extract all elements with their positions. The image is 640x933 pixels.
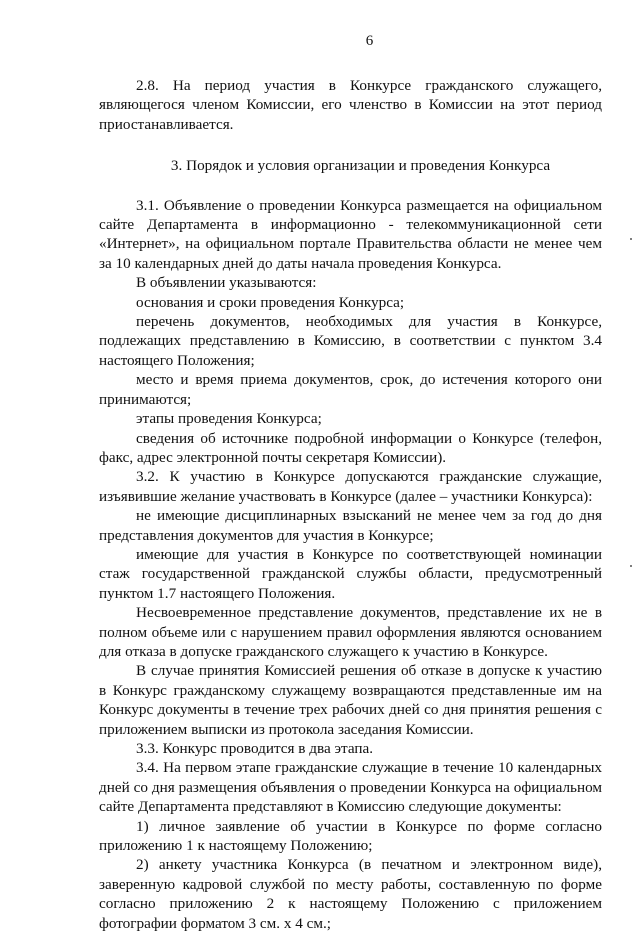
paragraph-3-3: 3.3. Конкурс проводится в два этапа. [136, 740, 374, 757]
list-item-grounds: основания и сроки проведения Конкурса; [136, 293, 405, 311]
list-item-place-time: место и время приема документов, срок, до истечения которого они принимаются; [99, 371, 602, 408]
page-number: 6 [365, 33, 374, 49]
list-item-stages: этапы проведения Конкурса; [136, 410, 322, 428]
paragraph-3-1: 3.1. Объявление о проведении Конкурса размещается на официальном сайте Департамента в информационно - телекоммуникационной сети «Интернет», на официальном портале Правительства области не менее чем за 10 календарных дней до даты начала проведения Конкурса. [99, 196, 602, 272]
paragraph-2-8: 2.8. На период участия в Конкурсе гражданского служащего, являющегося членом Комиссии, его членство в Комиссии на этот период приостанавливается. [99, 77, 602, 133]
list-item-application: 1) личное заявление об участии в Конкурсе по форме согласно приложению 1 к настоящему Положению; [99, 817, 602, 855]
section-title: 3. Порядок и условия организации и проведения Конкурса [170, 157, 551, 175]
paragraph-refusal: В случае принятия Комиссией решения об отказе в допуске к участию в Конкурс гражданскому служащему возвращаются представленные им на Конкурс документы в течение трех рабочих дней со дня принятия решения с приложением выписки из протокола заседания Комиссии. [99, 662, 602, 738]
paragraph-3-4: 3.4. На первом этапе гражданские служащие в течение 10 календарных дней со дня размещения объявления о проведении Конкурса на официальном сайте Департамента представляют в Комиссию следующие документы: [99, 759, 602, 816]
scan-mark [630, 238, 632, 240]
paragraph-announcement-intro: В объявлении указываются: [136, 274, 317, 292]
paragraph-late-submission: Несвоевременное представление документов, представление их не в полном объеме или с нарушением правил оформления являются основанием для отказа в допуске гражданского служащего к участию в Конкурсе. [99, 604, 602, 660]
scan-mark [630, 565, 632, 567]
list-item-info-source: сведения об источнике подробной информации о Конкурсе (телефон, факс, адрес электронной почты секретаря Комиссии). [99, 429, 602, 466]
list-item-service-length: имеющие для участия в Конкурсе по соответствующей номинации стаж государственной гражданской службы области, предусмотренный пунктом 1.7 настоящего Положения. [99, 545, 602, 602]
list-item-questionnaire: 2) анкету участника Конкурса (в печатном и электронном виде), заверенную кадровой службой по месту работы, составленную по форме согласно приложению 2 к настоящему Положению с приложением фотографии форматом 3 см. х 4 см.; [99, 856, 602, 932]
list-item-documents: перечень документов, необходимых для участия в Конкурсе, подлежащих представлению в Комиссию, в соответствии с пунктом 3.4 настоящего Положения; [99, 313, 602, 369]
paragraph-3-2: 3.2. К участию в Конкурсе допускаются гражданские служащие, изъявившие желание участвовать в Конкурсе (далее – участники Конкурса): [99, 468, 602, 505]
list-item-no-penalties: не имеющие дисциплинарных взысканий не менее чем за год до дня представления документов для участия в Конкурсе; [99, 507, 602, 544]
